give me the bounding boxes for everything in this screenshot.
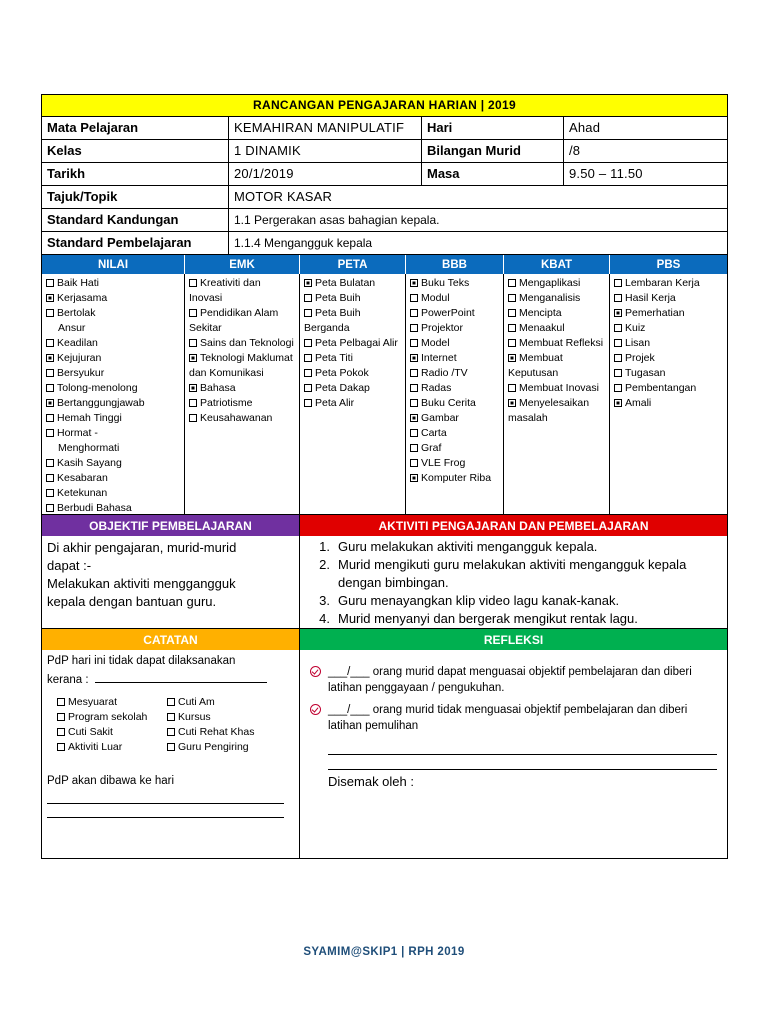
- pbs-item-label: Pemerhatian: [625, 307, 685, 319]
- pbs-item: [614, 321, 724, 336]
- peta-item-label: Peta Pelbagai Alir: [315, 337, 398, 349]
- notes-reason-row: [47, 670, 294, 689]
- nilai-item: [46, 441, 181, 456]
- checked-box-icon[interactable]: [304, 279, 312, 287]
- nilai-header: NILAI: [42, 255, 185, 274]
- nilai-item-label: Kerjasama: [57, 292, 108, 304]
- subject-label: Mata Pelajaran: [42, 117, 229, 139]
- emk-column: [185, 274, 300, 514]
- pbs-item-label: Tugasan: [625, 367, 666, 379]
- emk-item-label: Keusahawanan: [200, 412, 273, 424]
- reason-label: Guru Pengiring: [178, 741, 249, 753]
- checked-box-icon[interactable]: [46, 294, 54, 302]
- notes-header-row: [42, 629, 727, 650]
- activity-item: [308, 556, 722, 592]
- bbb-item: [410, 456, 500, 471]
- content-standard-value: 1.1 Pergerakan asas bahagian kepala.: [234, 213, 440, 227]
- notes-line: kerana :: [47, 674, 89, 686]
- nilai-item: [46, 381, 181, 396]
- checked-box-icon[interactable]: [614, 309, 622, 317]
- checkbox-icon[interactable]: [410, 459, 418, 467]
- kbat-item-label: Membuat Keputusan: [508, 352, 563, 379]
- objective-line: kepala dengan bantuan guru.: [47, 594, 217, 609]
- checked-box-icon[interactable]: [410, 474, 418, 482]
- checkbox-icon[interactable]: [410, 369, 418, 377]
- checkbox-icon[interactable]: [508, 279, 516, 287]
- checklist-columns: [42, 274, 727, 514]
- activities-header: AKTIVITI PENGAJARAN DAN PEMBELAJARAN: [300, 515, 727, 536]
- checkbox-icon[interactable]: [57, 713, 65, 721]
- pbs-item-label: Hasil Kerja: [625, 292, 676, 304]
- checked-box-icon[interactable]: [410, 354, 418, 362]
- bbb-item-label: Radas: [421, 382, 452, 394]
- bbb-item: [410, 306, 500, 321]
- topic-label: Tajuk/Topik: [42, 186, 229, 208]
- nilai-item: [46, 291, 181, 306]
- activities-list: [300, 536, 727, 628]
- checkbox-icon[interactable]: [167, 698, 175, 706]
- pbs-item-label: Lisan: [625, 337, 651, 349]
- emk-item: [189, 411, 296, 426]
- pbs-header: PBS: [656, 258, 681, 271]
- checkbox-icon[interactable]: [614, 279, 622, 287]
- checkbox-icon[interactable]: [189, 399, 197, 407]
- notes-section: [41, 629, 728, 859]
- bbb-item: [410, 426, 500, 441]
- reason-label: Cuti Rehat Khas: [178, 726, 255, 738]
- objective-line: Melakukan aktiviti menggangguk: [47, 576, 236, 591]
- pbs-item-label: Kuiz: [625, 322, 646, 334]
- kbat-item-label: Menaakul: [519, 322, 565, 334]
- reflection-blank-line[interactable]: [328, 755, 717, 770]
- reflection-text: ___/___ orang murid dapat menguasai objektif pembelajaran dan diberi latihan penggayaan / pengukuhan.: [328, 666, 692, 694]
- checkbox-icon[interactable]: [46, 279, 54, 287]
- checkbox-icon[interactable]: [614, 354, 622, 362]
- bbb-item-label: Carta: [421, 427, 447, 439]
- nilai-item-label: Berbudi Bahasa: [57, 502, 132, 514]
- emk-item: [189, 381, 296, 396]
- nilai-item-label: Hormat -: [57, 427, 98, 439]
- nilai-item-label: Ansur: [58, 322, 86, 334]
- reflection-blank-line[interactable]: [328, 740, 717, 755]
- emk-item-label: Pendidikan Alam Sekitar: [189, 307, 279, 334]
- pbs-item: [614, 276, 724, 291]
- checkbox-icon[interactable]: [189, 339, 197, 347]
- student-count-label: Bilangan Murid: [422, 140, 564, 162]
- info-row-class: [41, 140, 728, 163]
- nilai-column: [42, 274, 185, 514]
- kbat-item: [508, 276, 606, 291]
- emk-item: [189, 336, 296, 351]
- bbb-item: [410, 276, 500, 291]
- emk-item: [189, 276, 296, 306]
- notes-panel: [42, 650, 300, 858]
- checkbox-icon[interactable]: [614, 339, 622, 347]
- checkbox-icon[interactable]: [304, 339, 312, 347]
- kbat-item: [508, 336, 606, 351]
- reason-label: Program sekolah: [68, 711, 148, 723]
- checkbox-icon[interactable]: [189, 414, 197, 422]
- learning-standard-label: Standard Pembelajaran: [42, 232, 229, 254]
- activity-number: 2.: [319, 557, 330, 572]
- day-label: Hari: [422, 117, 564, 139]
- reflection-header: REFLEKSI: [300, 629, 727, 650]
- peta-item-label: Peta Dakap: [315, 382, 370, 394]
- kbat-item: [508, 381, 606, 396]
- kbat-item-label: Menganalisis: [519, 292, 581, 304]
- bbb-item-label: Komputer Riba: [421, 472, 492, 484]
- checkbox-icon[interactable]: [189, 279, 197, 287]
- reason-option: [167, 725, 277, 740]
- date-label: Tarikh: [42, 163, 229, 185]
- peta-item: [304, 336, 402, 351]
- emk-item: [189, 306, 296, 336]
- nilai-item: [46, 321, 181, 336]
- nilai-item: [46, 501, 181, 514]
- checked-box-icon[interactable]: [410, 414, 418, 422]
- nilai-item: [46, 366, 181, 381]
- notes-header: CATATAN: [42, 629, 300, 650]
- peta-item: [304, 276, 402, 291]
- peta-header: PETA: [300, 255, 406, 274]
- checkbox-icon[interactable]: [410, 324, 418, 332]
- nilai-item-label: Baik Hati: [57, 277, 100, 289]
- checkbox-icon[interactable]: [46, 504, 54, 512]
- nilai-item: [46, 471, 181, 486]
- checkbox-icon[interactable]: [614, 294, 622, 302]
- objectives-header-row: [42, 515, 727, 536]
- peta-item-label: Peta Titi: [315, 352, 353, 364]
- checked-box-icon[interactable]: [508, 399, 516, 407]
- objective-line: dapat :-: [47, 558, 92, 573]
- pbs-column: [610, 274, 727, 514]
- reason-option: [57, 725, 167, 740]
- page-title: RANCANGAN PENGAJARAN HARIAN | 2019: [253, 98, 516, 112]
- checkbox-icon[interactable]: [46, 339, 54, 347]
- checked-box-icon[interactable]: [46, 354, 54, 362]
- nilai-item-label: Tolong-menolong: [57, 382, 138, 394]
- bbb-item: [410, 411, 500, 426]
- checkbox-icon[interactable]: [410, 399, 418, 407]
- bbb-column: [406, 274, 504, 514]
- learning-standard-value: 1.1.4 Mengangguk kepala: [234, 236, 373, 250]
- nilai-item: [46, 276, 181, 291]
- nilai-item: [46, 486, 181, 501]
- bbb-item-label: Modul: [421, 292, 450, 304]
- pbs-item-label: Lembaran Kerja: [625, 277, 700, 289]
- info-row-content-standard: [41, 209, 728, 232]
- objectives-body: [42, 536, 727, 628]
- pbs-item: [614, 396, 724, 411]
- reflection-item-mastered: [328, 664, 717, 696]
- reason-option: [167, 710, 277, 725]
- bbb-item: [410, 381, 500, 396]
- nilai-item-label: Kejujuran: [57, 352, 102, 364]
- reason-option: [167, 740, 277, 755]
- activity-number: 4.: [319, 611, 330, 626]
- nilai-item-label: Ketekunan: [57, 487, 108, 499]
- checked-box-icon[interactable]: [189, 384, 197, 392]
- reason-option: [57, 740, 167, 755]
- checkbox-icon[interactable]: [46, 414, 54, 422]
- kbat-item: [508, 306, 606, 321]
- pbs-item: [614, 351, 724, 366]
- kbat-header: KBAT: [504, 255, 610, 274]
- pbs-item-label: Pembentangan: [625, 382, 697, 394]
- checklist-section: [41, 255, 728, 515]
- subject-value: KEMAHIRAN MANIPULATIF: [229, 117, 422, 139]
- check-circle-icon: [310, 704, 321, 715]
- checkbox-icon[interactable]: [46, 309, 54, 317]
- bbb-item: [410, 336, 500, 351]
- checkbox-icon[interactable]: [410, 309, 418, 317]
- nilai-item: [46, 351, 181, 366]
- reflection-panel: [300, 650, 727, 858]
- emk-item-label: Bahasa: [200, 382, 236, 394]
- checkbox-icon[interactable]: [508, 384, 516, 392]
- checkbox-icon[interactable]: [304, 399, 312, 407]
- nilai-item-label: Bersyukur: [57, 367, 105, 379]
- checkbox-icon[interactable]: [410, 384, 418, 392]
- activity-item: [308, 592, 722, 610]
- pbs-item: [614, 336, 724, 351]
- pbs-item: [614, 306, 724, 321]
- bbb-item: [410, 396, 500, 411]
- nilai-item-label: Kasih Sayang: [57, 457, 122, 469]
- peta-item: [304, 396, 402, 411]
- date-value: 20/1/2019: [229, 163, 422, 185]
- checkbox-icon[interactable]: [57, 728, 65, 736]
- activity-number: 3.: [319, 593, 330, 608]
- checkbox-icon[interactable]: [46, 429, 54, 437]
- checkbox-icon[interactable]: [46, 459, 54, 467]
- peta-item-label: Peta Buih: [315, 292, 361, 304]
- time-label: Masa: [422, 163, 564, 185]
- activity-number: 1.: [319, 539, 330, 554]
- peta-item-label: Peta Bulatan: [315, 277, 376, 289]
- emk-item-label: Sains dan Teknologi: [200, 337, 294, 349]
- reason-option: [57, 710, 167, 725]
- checkbox-icon[interactable]: [410, 444, 418, 452]
- bbb-item: [410, 441, 500, 456]
- checkbox-icon[interactable]: [304, 309, 312, 317]
- bbb-header: BBB: [406, 255, 504, 274]
- checkbox-icon[interactable]: [57, 743, 65, 751]
- bbb-item-label: Buku Cerita: [421, 397, 476, 409]
- activity-text: Murid mengikuti guru melakukan aktiviti mengangguk kepala dengan bimbingan.: [338, 557, 687, 590]
- nilai-item: [46, 456, 181, 471]
- reflection-text: ___/___ orang murid tidak menguasai objektif pembelajaran dan diberi latihan pemulihan: [328, 704, 688, 732]
- bbb-item-label: VLE Frog: [421, 457, 466, 469]
- checkbox-icon[interactable]: [304, 354, 312, 362]
- checkbox-icon[interactable]: [46, 384, 54, 392]
- peta-item: [304, 306, 402, 336]
- checkbox-icon[interactable]: [508, 324, 516, 332]
- reason-blank-line[interactable]: [95, 670, 267, 683]
- checkbox-icon[interactable]: [46, 489, 54, 497]
- carry-over-line[interactable]: [47, 790, 284, 804]
- checked-box-icon[interactable]: [614, 399, 622, 407]
- peta-item: [304, 366, 402, 381]
- bbb-item-label: PowerPoint: [421, 307, 475, 319]
- activity-item: [308, 610, 722, 628]
- info-row-date: [41, 163, 728, 186]
- checkbox-icon[interactable]: [304, 384, 312, 392]
- reason-label: Mesyuarat: [68, 696, 118, 708]
- check-circle-icon: [310, 666, 321, 677]
- nilai-item: [46, 396, 181, 411]
- reason-label: Kursus: [178, 711, 211, 723]
- reasons-grid: [47, 695, 294, 755]
- checked-box-icon[interactable]: [46, 399, 54, 407]
- time-value: 9.50 – 11.50: [569, 166, 643, 181]
- footer-text: SYAMIM@SKIP1 | RPH 2019: [303, 946, 465, 958]
- checkbox-icon[interactable]: [508, 339, 516, 347]
- checkbox-icon[interactable]: [508, 294, 516, 302]
- nilai-item: [46, 411, 181, 426]
- checkbox-icon[interactable]: [410, 429, 418, 437]
- nilai-item-label: Kesabaran: [57, 472, 108, 484]
- reason-option: [167, 695, 277, 710]
- peta-column: [300, 274, 406, 514]
- nilai-item-label: Bertanggungjawab: [57, 397, 145, 409]
- bbb-item: [410, 321, 500, 336]
- checkbox-icon[interactable]: [167, 728, 175, 736]
- bbb-item: [410, 471, 500, 486]
- emk-item-label: Patriotisme: [200, 397, 253, 409]
- kbat-column: [504, 274, 610, 514]
- activity-item: [308, 538, 722, 556]
- info-row-topic: [41, 186, 728, 209]
- bbb-item: [410, 291, 500, 306]
- activity-text: Guru melakukan aktiviti mengangguk kepala.: [338, 539, 598, 554]
- title-row: [41, 94, 728, 117]
- pbs-item: [614, 381, 724, 396]
- class-label: Kelas: [42, 140, 229, 162]
- emk-item: [189, 396, 296, 411]
- nilai-item-label: Keadilan: [57, 337, 98, 349]
- objectives-header: OBJEKTIF PEMBELAJARAN: [42, 515, 300, 536]
- reflection-item-not-mastered: [328, 702, 717, 734]
- day-value: Ahad: [569, 120, 601, 135]
- nilai-item: [46, 306, 181, 321]
- reason-label: Cuti Sakit: [68, 726, 113, 738]
- nilai-item: [46, 336, 181, 351]
- kbat-item-label: Mengaplikasi: [519, 277, 581, 289]
- reason-label: Aktiviti Luar: [68, 741, 123, 753]
- lesson-plan-sheet: [41, 94, 728, 859]
- nilai-item-label: Hemah Tinggi: [57, 412, 122, 424]
- kbat-item: [508, 396, 606, 426]
- notes-body: [42, 650, 727, 858]
- bbb-item-label: Radio /TV: [421, 367, 468, 379]
- content-standard-label: Standard Kandungan: [42, 209, 229, 231]
- topic-value: MOTOR KASAR: [234, 189, 333, 204]
- kbat-item: [508, 291, 606, 306]
- class-value: 1 DINAMIK: [229, 140, 422, 162]
- peta-item-label: Peta Buih Berganda: [304, 307, 361, 334]
- nilai-item: [46, 426, 181, 441]
- checkbox-icon[interactable]: [508, 309, 516, 317]
- info-row-learning-standard: [41, 232, 728, 255]
- emk-header: EMK: [185, 255, 300, 274]
- checklist-header: [42, 255, 727, 274]
- checked-box-icon[interactable]: [189, 354, 197, 362]
- bbb-item-label: Gambar: [421, 412, 459, 424]
- peta-item: [304, 351, 402, 366]
- emk-item-label: Teknologi Maklumat dan Komunikasi: [189, 352, 293, 379]
- checkbox-icon[interactable]: [410, 339, 418, 347]
- checked-box-icon[interactable]: [410, 279, 418, 287]
- bbb-item: [410, 351, 500, 366]
- activity-text: Guru menayangkan klip video lagu kanak-kanak.: [338, 593, 620, 608]
- bbb-item-label: Projektor: [421, 322, 464, 334]
- checkbox-icon[interactable]: [46, 369, 54, 377]
- bbb-item-label: Model: [421, 337, 450, 349]
- carry-over-label: PdP akan dibawa ke hari: [47, 775, 175, 787]
- reason-option: [57, 695, 167, 710]
- kbat-item-label: Menyelesaikan masalah: [508, 397, 590, 424]
- kbat-item-label: Membuat Refleksi: [519, 337, 604, 349]
- checkbox-icon[interactable]: [304, 294, 312, 302]
- checkbox-icon[interactable]: [57, 698, 65, 706]
- notes-line: PdP hari ini tidak dapat dilaksanakan: [47, 655, 236, 667]
- pbs-item: [614, 291, 724, 306]
- objective-line: Di akhir pengajaran, murid-murid: [47, 540, 237, 555]
- student-count-value: /8: [569, 143, 581, 158]
- emk-item-label: Kreativiti dan Inovasi: [189, 277, 261, 304]
- bbb-item-label: Graf: [421, 442, 442, 454]
- info-row-subject: [41, 117, 728, 140]
- objectives-section: [41, 515, 728, 629]
- peta-item-label: Peta Pokok: [315, 367, 369, 379]
- checkbox-icon[interactable]: [614, 369, 622, 377]
- emk-item: [189, 351, 296, 381]
- kbat-item-label: Mencipta: [519, 307, 562, 319]
- pbs-item: [614, 366, 724, 381]
- objectives-text: [42, 536, 300, 628]
- nilai-item-label: Bertolak: [57, 307, 96, 319]
- kbat-item: [508, 351, 606, 381]
- kbat-item: [508, 321, 606, 336]
- bbb-item-label: Internet: [421, 352, 457, 364]
- activity-text: Murid menyanyi dan bergerak mengikut rentak lagu.: [338, 611, 638, 626]
- reason-label: Cuti Am: [178, 696, 215, 708]
- peta-item: [304, 291, 402, 306]
- bbb-item: [410, 366, 500, 381]
- checkbox-icon[interactable]: [614, 384, 622, 392]
- carry-over-line[interactable]: [47, 804, 284, 818]
- checkbox-icon[interactable]: [304, 369, 312, 377]
- checkbox-icon[interactable]: [614, 324, 622, 332]
- checkbox-icon[interactable]: [410, 294, 418, 302]
- checked-box-icon[interactable]: [508, 354, 516, 362]
- pbs-item-label: Projek: [625, 352, 655, 364]
- checkbox-icon[interactable]: [167, 743, 175, 751]
- checkbox-icon[interactable]: [189, 309, 197, 317]
- peta-item-label: Peta Alir: [315, 397, 355, 409]
- checkbox-icon[interactable]: [46, 474, 54, 482]
- checked-by-label: Disemak oleh :: [328, 774, 414, 789]
- pbs-item-label: Amali: [625, 397, 652, 409]
- checkbox-icon[interactable]: [167, 713, 175, 721]
- bbb-item-label: Buku Teks: [421, 277, 470, 289]
- kbat-item-label: Membuat Inovasi: [519, 382, 599, 394]
- peta-item: [304, 381, 402, 396]
- nilai-item-label: Menghormati: [58, 442, 120, 454]
